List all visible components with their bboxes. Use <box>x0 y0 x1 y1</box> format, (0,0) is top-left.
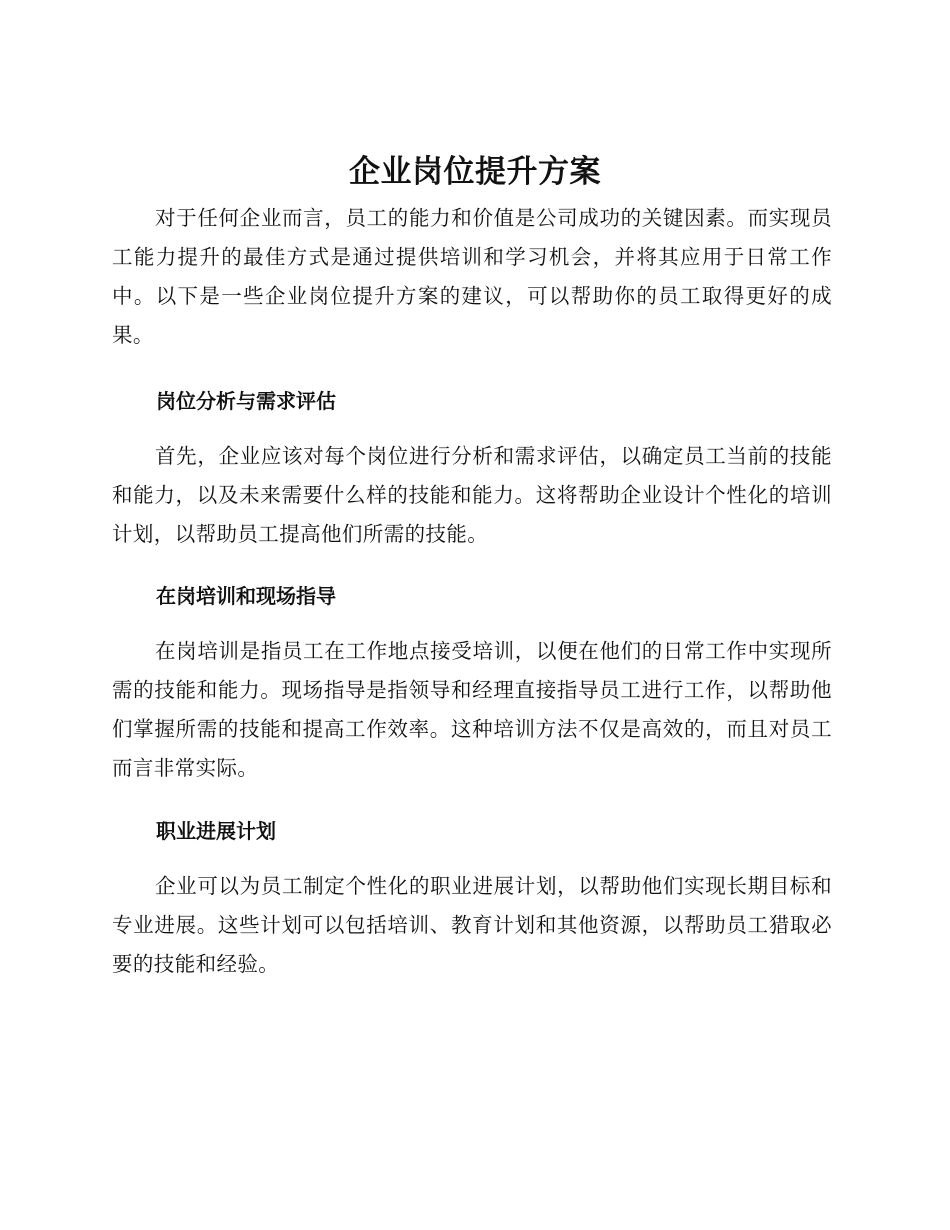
document-title: 企业岗位提升方案 <box>349 154 601 190</box>
section-heading-career-plan: 职业进展计划 <box>156 819 276 843</box>
section-heading-on-the-job-training: 在岗培训和现场指导 <box>156 584 336 608</box>
intro-paragraph: 对于任何企业而言，员工的能力和价值是公司成功的关键因素。而实现员工能力提升的最佳方式是通过提供培训和学习机会，并将其应用于日常工作中。以下是一些企业岗位提升方案的建议，可以帮助你的员工取得更好的成果。 <box>112 206 832 347</box>
section-heading-job-analysis: 岗位分析与需求评估 <box>156 389 336 413</box>
section-body-on-the-job-training: 在岗培训是指员工在工作地点接受培训，以便在他们的日常工作中实现所需的技能和能力。现场指导是指领导和经理直接指导员工进行工作，以帮助他们掌握所需的技能和提高工作效率。这种培训方法不仅是高效的，而且对员工而言非常实际。 <box>112 639 832 780</box>
section-body-job-analysis: 首先，企业应该对每个岗位进行分析和需求评估，以确定员工当前的技能和能力，以及未来需要什么样的技能和能力。这将帮助企业设计个性化的培训计划，以帮助员工提高他们所需的技能。 <box>112 444 832 546</box>
section-body-career-plan: 企业可以为员工制定个性化的职业进展计划，以帮助他们实现长期目标和专业进展。这些计划可以包括培训、教育计划和其他资源，以帮助员工猎取必要的技能和经验。 <box>112 874 832 976</box>
